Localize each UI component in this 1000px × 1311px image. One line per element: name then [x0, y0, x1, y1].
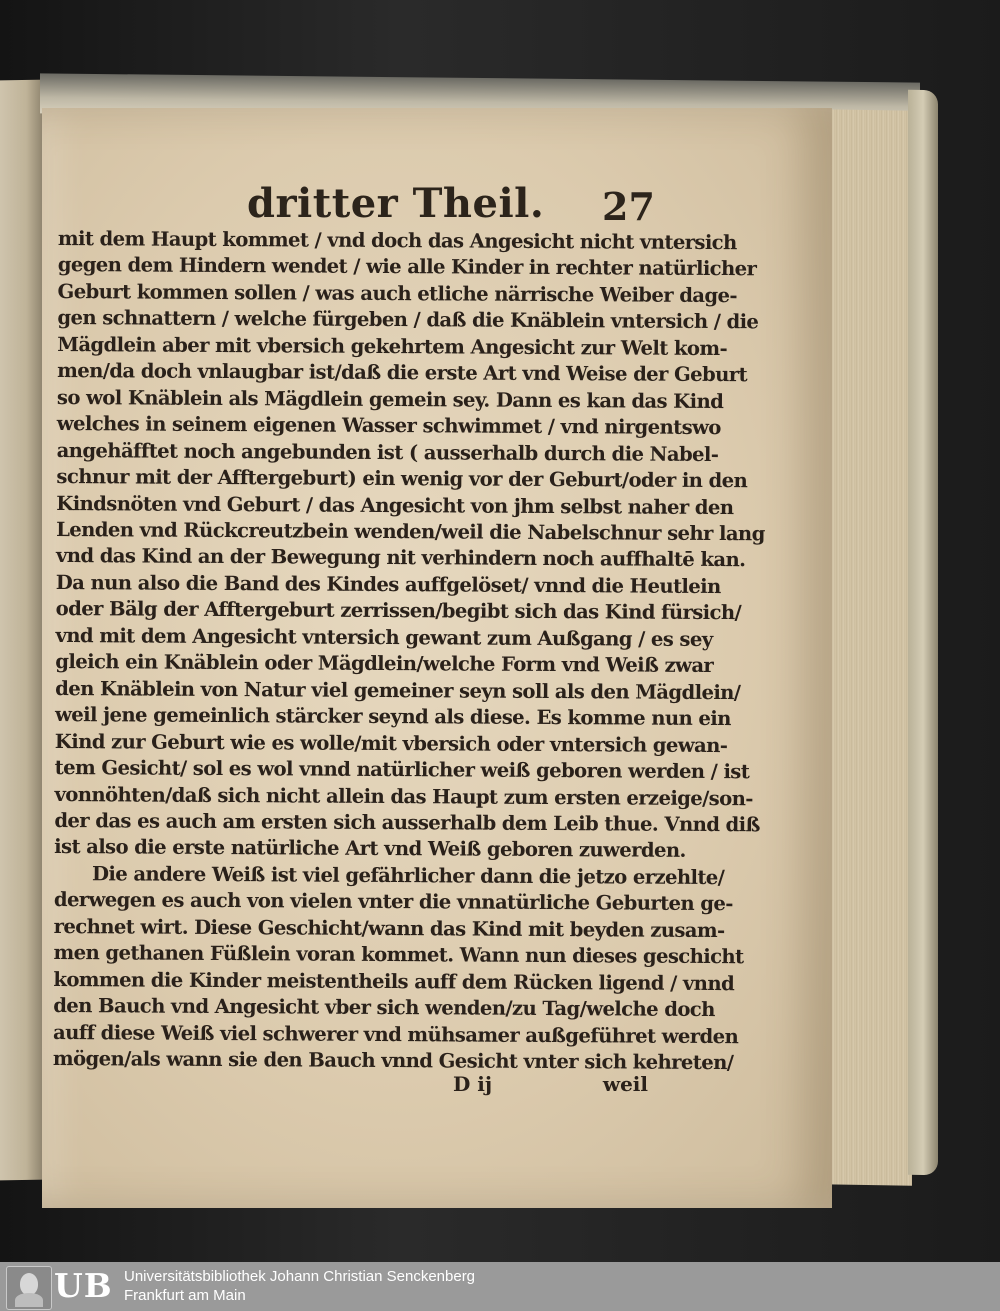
page-number: 27 [602, 184, 655, 229]
text-line: men/da doch vnlaugbar ist/daß die erste Art vnd Weise der Geburt [57, 359, 748, 387]
library-seal-icon [6, 1266, 52, 1310]
text-line: den Knäblein von Natur viel gemeiner seyn soll als den Mägdlein/ [55, 676, 741, 704]
library-credit-text [124, 1267, 475, 1305]
text-line: tem Gesicht/ sol es wol vnnd natürlicher weiß geboren werden / ist [54, 756, 750, 784]
text-line: Die andere Weiß ist viel gefährlicher dann die jetzo erzehlte/ [91, 862, 725, 889]
text-line: Kindsnöten vnd Geburt / das Angesicht von jhm selbst naher den [56, 491, 734, 519]
text-line: men gethanen Füßlein voran kommet. Wann nun dieses geschicht [53, 941, 744, 969]
text-line: Geburt kommen sollen / was auch etliche närrische Weiber dage- [57, 279, 738, 308]
text-line: derwegen es auch von vielen vnter die vnnatürliche Geburten ge- [53, 888, 733, 916]
body-text [52, 226, 765, 1076]
text-line: Mägdlein aber mit vbersich gekehrtem Angesicht zur Welt kom- [57, 332, 728, 360]
library-city: Frankfurt am Main [124, 1287, 246, 1304]
text-line: weil jene gemeinlich stärcker seynd als diese. Es komme nun ein [54, 703, 731, 731]
text-line: gen schnattern / welche fürgeben / daß die Knäblein vntersich / die [57, 306, 759, 334]
text-line: auff diese Weiß viel schwerer vnd mühsamer außgeführet werden [53, 1020, 739, 1048]
text-line: gegen dem Hindern wendet / wie alle Kinder in rechter natürlicher [57, 253, 757, 281]
text-line: den Bauch vnd Angesicht vber sich wenden/zu Tag/welche doch [53, 994, 715, 1022]
text-line: angehäfftet noch angebunden ist ( ausserhalb durch die Nabel- [56, 438, 719, 466]
text-line: so wol Knäblein als Mägdlein gemein sey. Dann es kan das Kind [56, 385, 724, 413]
text-line: rechnet wirt. Diese Geschicht/wann das Kind mit beyden zusam- [53, 914, 725, 942]
left-page-edge [0, 80, 44, 1181]
text-line: kommen die Kinder meistentheils auff dem Rücken ligend / vnnd [53, 967, 735, 995]
text-line: ist also die erste natürliche Art vnd Weiß geboren zuwerden. [54, 835, 686, 863]
library-logo: UB [54, 1266, 113, 1305]
text-line: mit dem Haupt kommet / vnd doch das Angesicht nicht vntersich [57, 226, 737, 255]
library-credit-bar [0, 1262, 1000, 1311]
text-line: vnd das Kind an der Bewegung nit verhindern noch auffhaltē kan. [55, 544, 746, 572]
text-line: gleich ein Knäblein oder Mägdlein/welche Form vnd Weiß zwar [55, 650, 714, 678]
signature-mark: D ij [453, 1072, 493, 1096]
page-header [42, 180, 832, 230]
page-footer [58, 1072, 654, 1102]
text-line: vnd mit dem Angesicht vntersich gewant zum Außgang / es sey [55, 623, 713, 651]
text-line: welches in seinem eigenen Wasser schwimmet / vnd nirgentswo [56, 412, 721, 440]
page-fore-edge [820, 109, 912, 1186]
text-line: mögen/als wann sie den Bauch vnnd Gesicht vnter sich kehreten/ [52, 1047, 734, 1075]
text-line: der das es auch am ersten sich ausserhalb dem Leib thue. Vnnd diß [54, 808, 760, 837]
catchword: weil [602, 1072, 648, 1096]
text-line: Da nun also die Band des Kindes auffgelöset/ vnnd die Heutlein [55, 570, 721, 598]
running-head: dritter Theil. [247, 180, 545, 227]
text-line: schnur mit der Afftergeburt) ein wenig vor der Geburt/oder in den [56, 465, 748, 493]
library-name: Universitätsbibliothek Johann Christian Senckenberg [124, 1268, 476, 1285]
text-line: Lenden vnd Rückcreutzbein wenden/weil die Nabelschnur sehr lang [56, 517, 765, 546]
book-cover-edge [908, 90, 938, 1176]
text-line: Kind zur Geburt wie es wolle/mit vbersich oder vntersich gewan- [54, 729, 728, 757]
text-line: vonnöhten/daß sich nicht allein das Haupt zum ersten erzeige/son- [54, 782, 753, 810]
text-line: oder Bälg der Afftergeburt zerrissen/begibt sich das Kind fürsich/ [55, 597, 742, 625]
